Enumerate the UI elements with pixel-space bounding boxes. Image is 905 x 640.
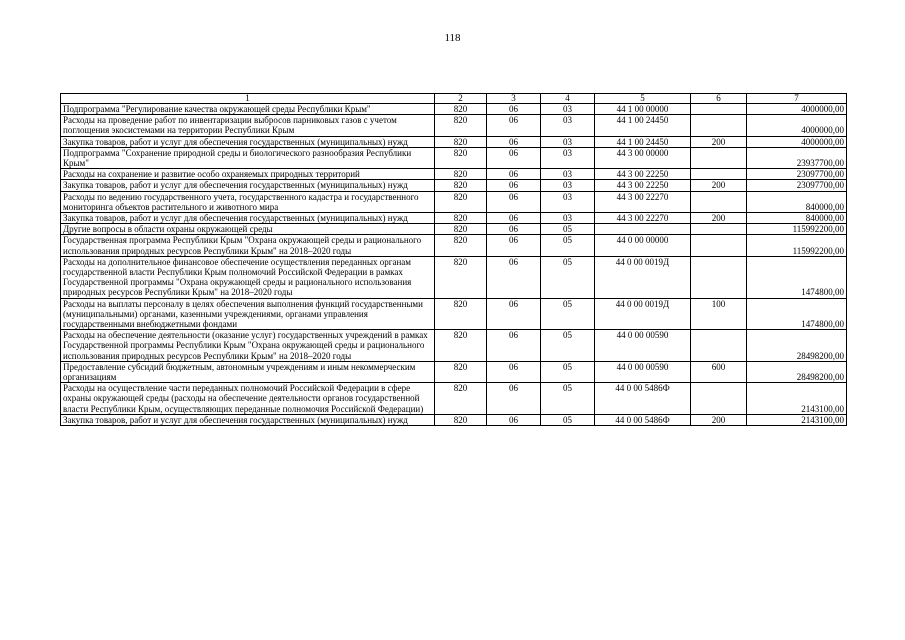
row-vr-cell: [691, 256, 747, 298]
row-rz-cell: 06: [487, 180, 541, 191]
row-sum-cell: 1474800,00: [747, 298, 847, 330]
row-csr-cell: 44 0 00 0019Д: [595, 256, 691, 298]
row-rz-cell: 06: [487, 213, 541, 224]
row-sum-cell: 840000,00: [747, 191, 847, 212]
row-vr-cell: [691, 115, 747, 136]
row-pr-cell: 03: [541, 104, 595, 115]
row-csr-cell: 44 1 00 24450: [595, 136, 691, 147]
row-sum-cell: 2143100,00: [747, 414, 847, 425]
row-name-cell: Другие вопросы в области охраны окружающей среды: [61, 224, 435, 235]
row-sum-cell: 1474800,00: [747, 256, 847, 298]
table-body: [61, 104, 847, 426]
column-header: 6: [691, 94, 747, 104]
row-csr-cell: [595, 224, 691, 235]
row-ved-cell: 820: [435, 235, 487, 256]
row-rz-cell: 06: [487, 191, 541, 212]
row-rz-cell: 06: [487, 224, 541, 235]
row-rz-cell: 06: [487, 104, 541, 115]
column-header: 4: [541, 94, 595, 104]
table-row: [61, 330, 847, 362]
row-rz-cell: 06: [487, 147, 541, 168]
row-vr-cell: [691, 104, 747, 115]
table-row: [61, 256, 847, 298]
row-sum-cell: 4000000,00: [747, 115, 847, 136]
column-header: 3: [487, 94, 541, 104]
row-csr-cell: 44 0 00 5486Ф: [595, 383, 691, 415]
row-vr-cell: 100: [691, 298, 747, 330]
row-csr-cell: 44 0 00 5486Ф: [595, 414, 691, 425]
row-vr-cell: [691, 169, 747, 180]
row-csr-cell: 44 0 00 00590: [595, 361, 691, 382]
row-name-cell: Расходы на сохранение и развитие особо охраняемых природных территорий: [61, 169, 435, 180]
row-csr-cell: 44 0 00 00000: [595, 235, 691, 256]
row-csr-cell: 44 0 00 0019Д: [595, 298, 691, 330]
table-row: [61, 169, 847, 180]
row-pr-cell: 03: [541, 115, 595, 136]
row-vr-cell: 200: [691, 180, 747, 191]
row-rz-cell: 06: [487, 298, 541, 330]
row-vr-cell: [691, 191, 747, 212]
row-csr-cell: 44 1 00 00000: [595, 104, 691, 115]
row-pr-cell: 03: [541, 169, 595, 180]
table-row: [61, 414, 847, 425]
row-pr-cell: 05: [541, 383, 595, 415]
row-sum-cell: 23097700,00: [747, 169, 847, 180]
row-vr-cell: [691, 235, 747, 256]
row-vr-cell: 200: [691, 136, 747, 147]
page-number: 118: [444, 32, 461, 44]
column-header: 5: [595, 94, 691, 104]
row-name-cell: Закупка товаров, работ и услуг для обеспечения государственных (муниципальных) нужд: [61, 213, 435, 224]
row-csr-cell: 44 3 00 00000: [595, 147, 691, 168]
row-ved-cell: 820: [435, 224, 487, 235]
row-sum-cell: 115992200,00: [747, 235, 847, 256]
row-rz-cell: 06: [487, 414, 541, 425]
row-sum-cell: 28498200,00: [747, 361, 847, 382]
row-pr-cell: 03: [541, 213, 595, 224]
table-row: [61, 235, 847, 256]
row-vr-cell: [691, 383, 747, 415]
row-vr-cell: 200: [691, 414, 747, 425]
row-ved-cell: 820: [435, 298, 487, 330]
table-row: [61, 115, 847, 136]
row-ved-cell: 820: [435, 191, 487, 212]
row-ved-cell: 820: [435, 104, 487, 115]
row-csr-cell: 44 1 00 24450: [595, 115, 691, 136]
row-csr-cell: 44 3 00 22270: [595, 191, 691, 212]
row-rz-cell: 06: [487, 330, 541, 362]
row-ved-cell: 820: [435, 136, 487, 147]
row-name-cell: Расходы по ведению государственного учета, государственного кадастра и государственного мониторинга объектов растительного и животного мира: [61, 191, 435, 212]
row-pr-cell: 05: [541, 224, 595, 235]
table-row: [61, 104, 847, 115]
row-ved-cell: 820: [435, 383, 487, 415]
row-vr-cell: 200: [691, 213, 747, 224]
row-pr-cell: 03: [541, 147, 595, 168]
row-pr-cell: 05: [541, 414, 595, 425]
row-name-cell: Предоставление субсидий бюджетным, автономным учреждениям и иным некоммерческим организациям: [61, 361, 435, 382]
row-csr-cell: 44 3 00 22250: [595, 180, 691, 191]
row-ved-cell: 820: [435, 115, 487, 136]
row-ved-cell: 820: [435, 147, 487, 168]
row-name-cell: Расходы на проведение работ по инвентаризации выбросов парниковых газов с учетом поглощения экосистемами на территории Республики Крым: [61, 115, 435, 136]
row-ved-cell: 820: [435, 256, 487, 298]
row-name-cell: Расходы на дополнительное финансовое обеспечение осуществления переданных органам государственной власти Республики Крым полномочий Российской Федерации в рамках Государственной программы "Охрана окружающей среды и рационального использования природных ресурсов Республики Крым" на 2018–2020 годы: [61, 256, 435, 298]
row-pr-cell: 05: [541, 361, 595, 382]
row-name-cell: Подпрограмма "Сохранение природной среды и биологического разнообразия Республики Крым": [61, 147, 435, 168]
table-row: [61, 147, 847, 168]
row-name-cell: Расходы на обеспечение деятельности (оказание услуг) государственных учреждений в рамках Государственной программы Республики Крым "Охрана окружающей среды и рационального использования природных ресурсов Республики Крым" на 2018–2020 годы: [61, 330, 435, 362]
row-pr-cell: 05: [541, 298, 595, 330]
row-vr-cell: [691, 147, 747, 168]
row-sum-cell: 23097700,00: [747, 180, 847, 191]
column-header: 7: [747, 94, 847, 104]
table-row: [61, 191, 847, 212]
row-name-cell: Закупка товаров, работ и услуг для обеспечения государственных (муниципальных) нужд: [61, 180, 435, 191]
row-name-cell: Расходы на выплаты персоналу в целях обеспечения выполнения функций государственными (муниципальными) органами, казенными учреждениями, органами управления государственными внебюджетными фондами: [61, 298, 435, 330]
row-rz-cell: 06: [487, 136, 541, 147]
row-csr-cell: 44 3 00 22270: [595, 213, 691, 224]
row-pr-cell: 03: [541, 180, 595, 191]
row-ved-cell: 820: [435, 169, 487, 180]
row-rz-cell: 06: [487, 361, 541, 382]
budget-table: [60, 93, 847, 426]
row-csr-cell: 44 3 00 22250: [595, 169, 691, 180]
column-header: 1: [61, 94, 435, 104]
row-sum-cell: 840000,00: [747, 213, 847, 224]
row-vr-cell: [691, 224, 747, 235]
row-pr-cell: 03: [541, 191, 595, 212]
row-sum-cell: 28498200,00: [747, 330, 847, 362]
table-row: [61, 383, 847, 415]
row-ved-cell: 820: [435, 414, 487, 425]
row-name-cell: Подпрограмма "Регулирование качества окружающей среды Республики Крым": [61, 104, 435, 115]
row-sum-cell: 4000000,00: [747, 104, 847, 115]
table-row: [61, 213, 847, 224]
row-rz-cell: 06: [487, 235, 541, 256]
row-ved-cell: 820: [435, 361, 487, 382]
row-pr-cell: 03: [541, 136, 595, 147]
row-pr-cell: 05: [541, 330, 595, 362]
row-sum-cell: 115992200,00: [747, 224, 847, 235]
column-header: 2: [435, 94, 487, 104]
table-row: [61, 361, 847, 382]
row-name-cell: Государственная программа Республики Крым "Охрана окружающей среды и рационального использования природных ресурсов Республики Крым" на 2018–2020 годы: [61, 235, 435, 256]
row-sum-cell: 4000000,00: [747, 136, 847, 147]
row-vr-cell: [691, 330, 747, 362]
row-sum-cell: 2143100,00: [747, 383, 847, 415]
table-row: [61, 180, 847, 191]
row-csr-cell: 44 0 00 00590: [595, 330, 691, 362]
row-ved-cell: 820: [435, 180, 487, 191]
row-ved-cell: 820: [435, 330, 487, 362]
row-sum-cell: 23937700,00: [747, 147, 847, 168]
table-row: [61, 136, 847, 147]
row-vr-cell: 600: [691, 361, 747, 382]
row-name-cell: Закупка товаров, работ и услуг для обеспечения государственных (муниципальных) нужд: [61, 414, 435, 425]
table-row: [61, 298, 847, 330]
row-rz-cell: 06: [487, 169, 541, 180]
row-pr-cell: 05: [541, 256, 595, 298]
table-row: [61, 224, 847, 235]
table-header-row: [61, 94, 847, 104]
row-pr-cell: 05: [541, 235, 595, 256]
row-rz-cell: 06: [487, 383, 541, 415]
row-ved-cell: 820: [435, 213, 487, 224]
row-rz-cell: 06: [487, 115, 541, 136]
row-rz-cell: 06: [487, 256, 541, 298]
row-name-cell: Закупка товаров, работ и услуг для обеспечения государственных (муниципальных) нужд: [61, 136, 435, 147]
row-name-cell: Расходы на осуществление части переданных полномочий Российской Федерации в сфере охраны окружающей среды (расходы на обеспечение деятельности органов государственной власти Республики Крым, осуществляющих переданные полномочия Российской Федерации): [61, 383, 435, 415]
